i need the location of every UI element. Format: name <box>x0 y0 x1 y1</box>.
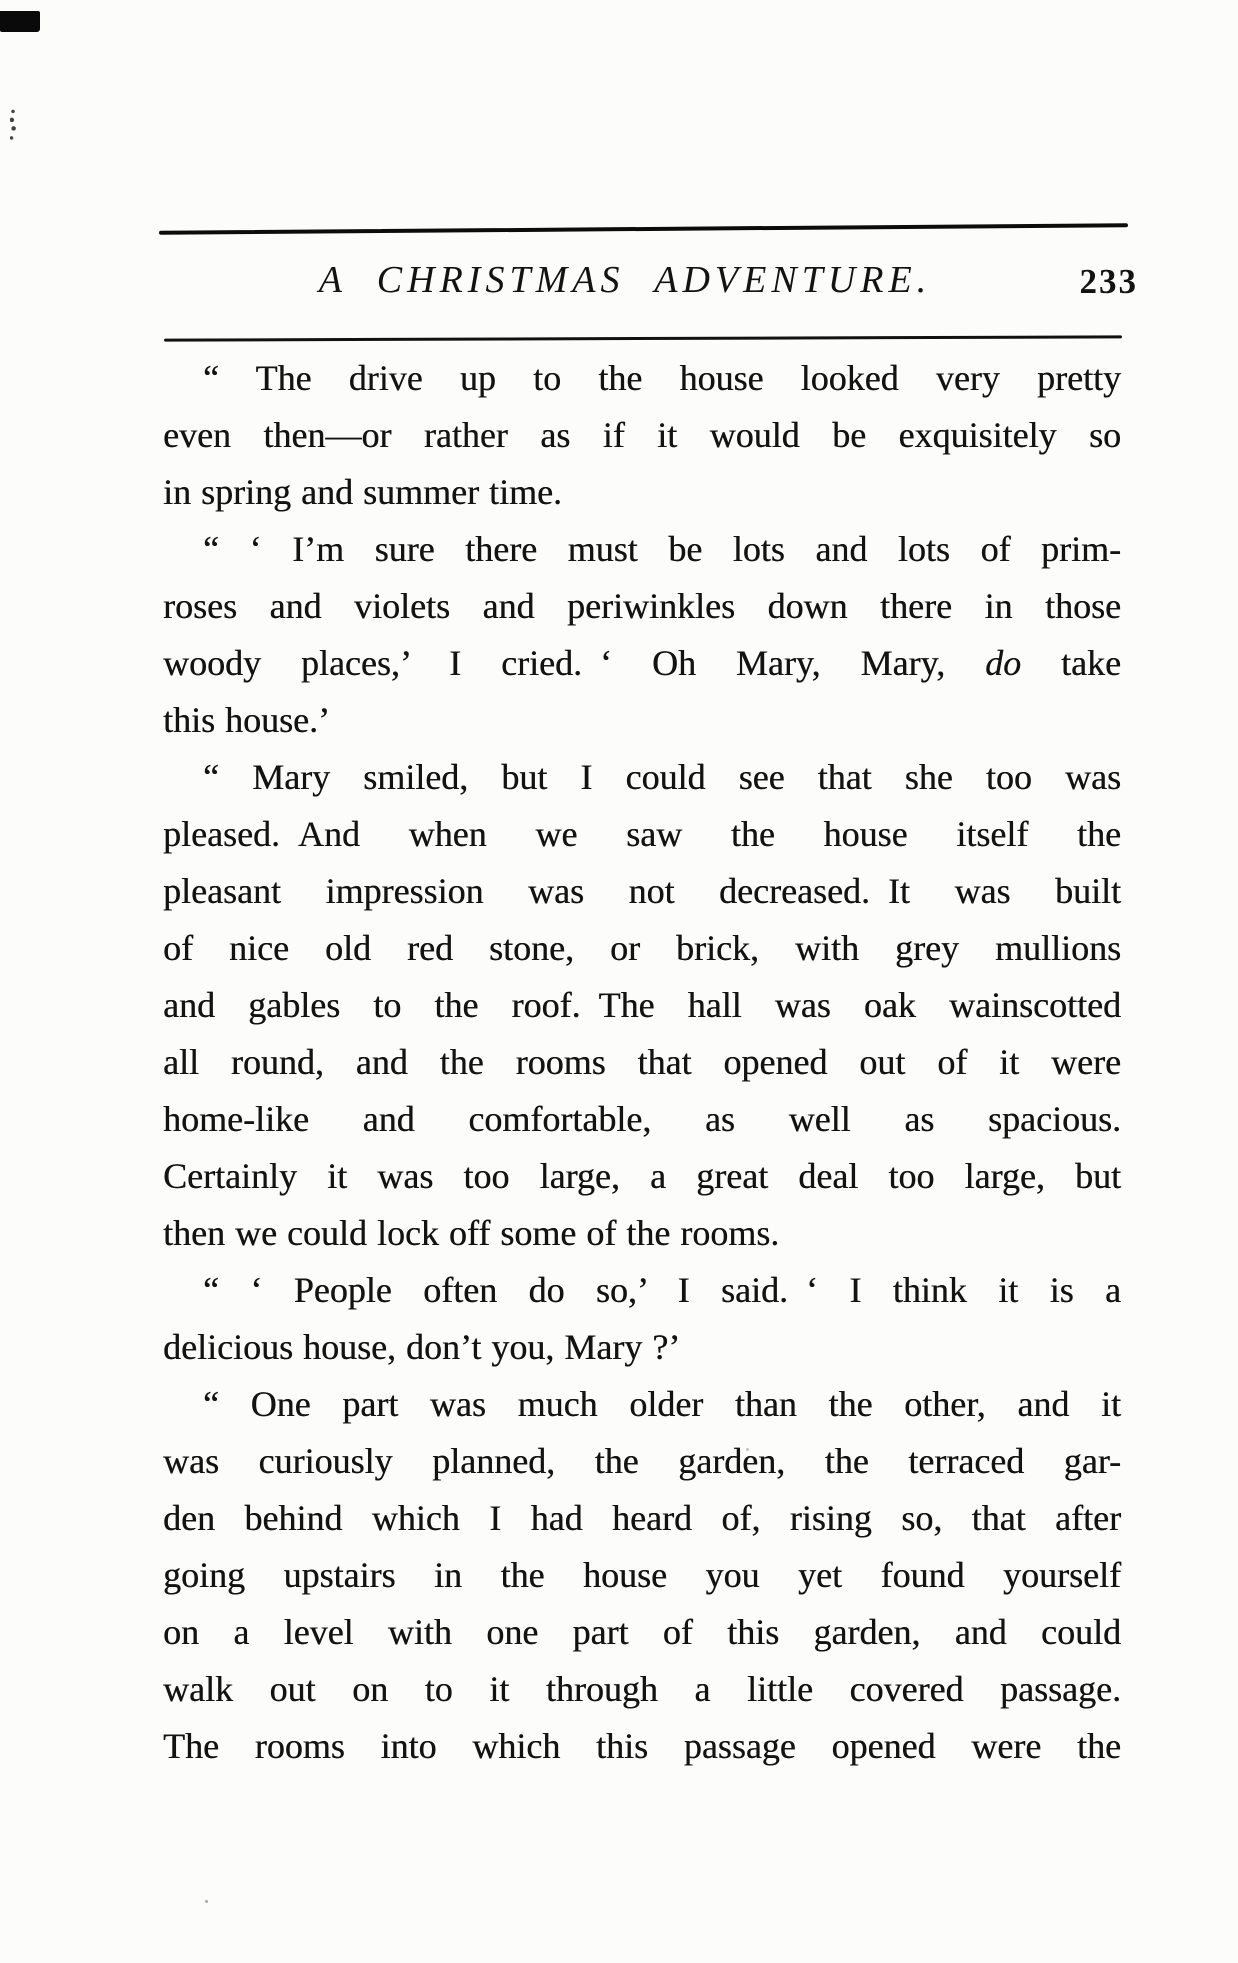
text-line: “ ‘ I’m sure there must be lots and lots of prim- <box>203 529 1121 569</box>
text-line: of nice old red stone, or brick, with grey mullions <box>163 928 1121 968</box>
text-line: this house.’ <box>163 700 330 740</box>
scan-artifact-dot <box>205 1900 208 1903</box>
text-line: and gables to the roof. The hall was oak wainscotted <box>163 985 1121 1025</box>
text-line: “ The drive up to the house looked very pretty <box>203 358 1121 398</box>
page-number: 233 <box>1079 262 1138 301</box>
text-line: even then—or rather as if it would be exquisitely so <box>163 415 1121 455</box>
text-line: on a level with one part of this garden, and could <box>163 1612 1121 1652</box>
text-line: home-like and comfortable, as well as spacious. <box>163 1099 1121 1139</box>
text-line: The rooms into which this passage opened were the <box>163 1726 1121 1766</box>
text-line: “ Mary smiled, but I could see that she too was <box>203 757 1121 797</box>
text-line: roses and violets and periwinkles down there in those <box>163 586 1121 626</box>
text-line: was curiously planned, the garden, the terraced gar- <box>163 1441 1121 1481</box>
text-line: Certainly it was too large, a great deal too large, but <box>163 1156 1121 1196</box>
page-body <box>163 350 1121 1775</box>
text-line: delicious house, don’t you, Mary ?’ <box>163 1327 681 1367</box>
text-line: then we could lock off some of the rooms. <box>163 1213 780 1253</box>
text-line: walk out on to it through a little covered passage. <box>163 1669 1121 1709</box>
scan-artifact-ink-speck <box>10 108 16 142</box>
text-line: in spring and summer time. <box>163 472 562 512</box>
text-line: den behind which I had heard of, rising so, that after <box>163 1498 1121 1538</box>
running-header-title: A CHRISTMAS ADVENTURE. <box>318 259 932 301</box>
text-line: woody places,’ I cried. ‘ Oh Mary, Mary, do take <box>163 643 1121 683</box>
text-line: pleased. And when we saw the house itself the <box>163 814 1121 854</box>
scan-artifact-corner <box>0 11 40 32</box>
text-line: “ One part was much older than the other, and it <box>203 1384 1121 1424</box>
header-rule-bottom <box>164 335 1122 341</box>
text-line: going upstairs in the house you yet found yourself <box>163 1555 1121 1595</box>
header-rule-top <box>159 223 1128 235</box>
text-line: all round, and the rooms that opened out of it were <box>163 1042 1121 1082</box>
text-line: pleasant impression was not decreased. It was built <box>163 871 1121 911</box>
text-line: “ ‘ People often do so,’ I said. ‘ I think it is a <box>203 1270 1121 1310</box>
